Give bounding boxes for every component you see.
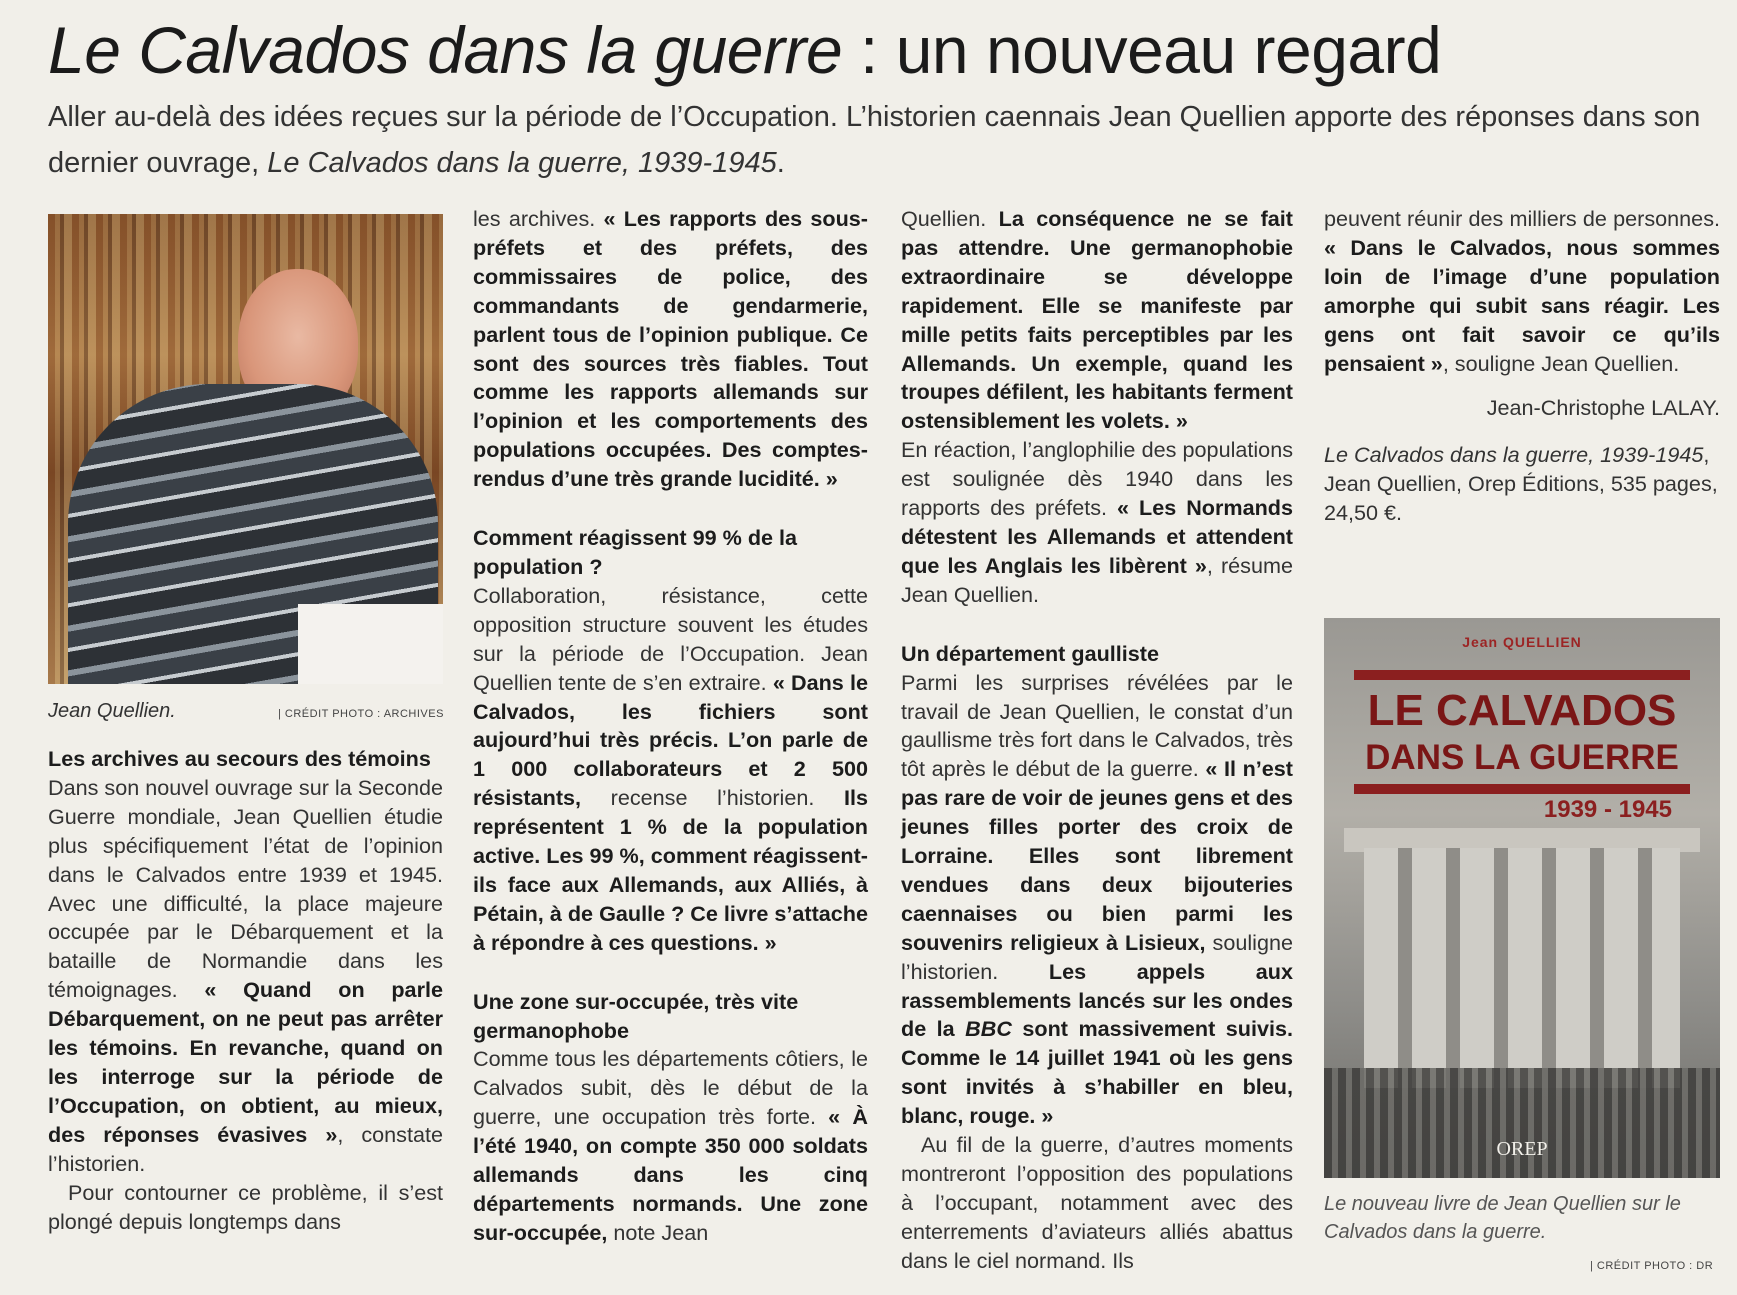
headline-rest: : un nouveau regard [842,13,1442,87]
article-headline [48,10,1708,90]
book-cover-years: 1939 - 1945 [1543,796,1672,823]
author-photo [48,214,443,684]
book-reference: Le Calvados dans la guerre, 1939-1945, Jean Quellien, Orep Éditions, 535 pages, 24,50 €. [1324,442,1718,526]
book-cover-credit: | CRÉDIT PHOTO : DR [1590,1260,1714,1272]
col1-paragraph-2: Pour contourner ce problème, il s’est plongé depuis longtemps dans [48,1179,443,1234]
author-photo-caption-name: Jean Quellien. [48,700,176,722]
column-4 [1324,205,1720,528]
article-standfirst [48,94,1708,186]
author-photo-credit: | CRÉDIT PHOTO : ARCHIVES [278,708,444,720]
book-cover-publisher: OREP [1496,1138,1548,1160]
author-photo-paper [298,604,443,684]
col1-paragraph-1: Dans son nouvel ouvrage sur la Seconde Guerre mondiale, Jean Quellien étudie plus spécifiquement l’état de l’opinion dans le Calvados entre 1939 et 1945. Avec une difficulté, la place majeure occupée par le Débarquement et la bataille de Normandie dans les témoignages. « Quand on parle Débarquement, on ne peut pas arrêter les témoins. En revanche, quand on les interroge sur la période de l’Occupation, on obtient, au mieux, des réponses évasives », constate l’historien. [48,774,443,1176]
col1-heading: Les archives au secours des témoins [48,746,431,771]
column-2 [473,205,868,1248]
article-signature: Jean-Christophe LALAY. [1486,395,1720,421]
book-cover-soldiers [1324,1068,1720,1178]
column-1 [48,745,443,1236]
standfirst-text: Aller au-delà des idées reçues sur la période de l’Occupation. L’historien caennais Jean Quellien apporte des réponses dans son dernier ouvrage, [48,101,1701,179]
book-cover-title-line-2: DANS LA GUERRE [1365,738,1679,777]
col2-heading-1: Comment réagissent 99 % de la population ? [473,525,798,579]
col4-paragraph-1: peuvent réunir des milliers de personnes. « Dans le Calvados, nous sommes loin de l’image d’une population amorphe qui subit sans réagir. Les gens ont fait savoir ce qu’ils pensaient », souligne Jean Quellien. [1324,206,1720,376]
col3-paragraph-3: Parmi les surprises révélées par le travail de Jean Quellien, le constat d’un gaullisme très fort dans le Calvados, très tôt après le début de la guerre. « Il n’est pas rare de voir de jeunes gens et des jeunes filles porter des croix de Lorraine. Elles sont librement vendues dans deux bijouteries caennaises ou bien parmi les souvenirs religieux à Lisieux, souligne l’historien. Les appels aux rassemblements lancés sur les ondes de la BBC sont massivement suivis. Comme le 14 juillet 1941 où les gens sont invités à s’habiller en bleu, blanc, rouge. » [901,669,1294,1129]
book-cover-title-line-1: LE CALVADOS [1367,686,1677,735]
col3-paragraph-4: Au fil de la guerre, d’autres moments montreront l’opposition des populations à l’occupant, notamment avec des enterrements d’aviateurs alliés abattus dans le ciel normand. Ils [901,1132,1293,1273]
col2-paragraph-1: les archives. « Les rapports des sous-préfets et des préfets, des commissaires de police, des commandants de gendarmerie, parlent tous de l’opinion publique. Ce sont des sources très fiables. Tout comme les rapports allemands sur l’opinion et les comportements des populations occupées. Des comptes-rendus d’une très grande lucidité. » [473,206,868,492]
book-cover-colonnade [1364,848,1680,1088]
standfirst-book-title: Le Calvados dans la guerre, 1939-1945 [267,147,777,179]
book-cover-author: Jean QUELLIEN [1462,634,1582,650]
col3-heading: Un département gaulliste [901,640,1159,666]
col2-heading-2: Une zone sur-occupée, très vite germanophobe [473,988,799,1043]
book-cover-caption: Le nouveau livre de Jean Quellien sur le Calvados dans la guerre. [1324,1193,1681,1243]
col3-paragraph-1: Quellien. La conséquence ne se fait pas attendre. Une germanophobie extraordinaire se développe rapidement. Elle se manifeste par mille petits faits perceptibles par les Allemands. Un exemple, quand les troupes défilent, les habitants ferment ostensiblement les volets. » [901,206,1293,434]
column-3 [901,205,1293,1276]
book-cover-bottom-bar [1354,784,1690,794]
book-cover [1324,618,1720,1178]
col3-paragraph-2: En réaction, l’anglophilie des populations est soulignée dès 1940 dans les rapports des préfets. « Les Normands détestent les Allemands et attendent que les Anglais les libèrent », résume Jean Quellien. [901,437,1293,607]
headline-italic: Le Calvados dans la guerre [48,13,843,87]
book-cover-top-bar [1354,670,1690,680]
col2-paragraph-3: Comme tous les départements côtiers, le Calvados subit, dès le début de la guerre, une occupation très forte. « À l’été 1940, on compte 350 000 soldats allemands dans les cinq départements normands. Une zone sur-occupée, note Jean [473,1046,868,1245]
standfirst-end: . [776,147,785,179]
col2-paragraph-2: Collaboration, résistance, cette opposition structure souvent les études sur la période de l’Occupation. Jean Quellien tente de s’en extraire. « Dans le Calvados, les fichiers sont aujourd’hui très précis. L’on parle de 1 000 collaborateurs et 2 500 résistants, recense l’historien. Ils représentent 1 % de la population active. Les 99 %, comment réagissent-ils face aux Allemands, aux Alliés, à Pétain, à de Gaulle ? Ce livre s’attache à répondre à ces questions. » [473,582,868,955]
